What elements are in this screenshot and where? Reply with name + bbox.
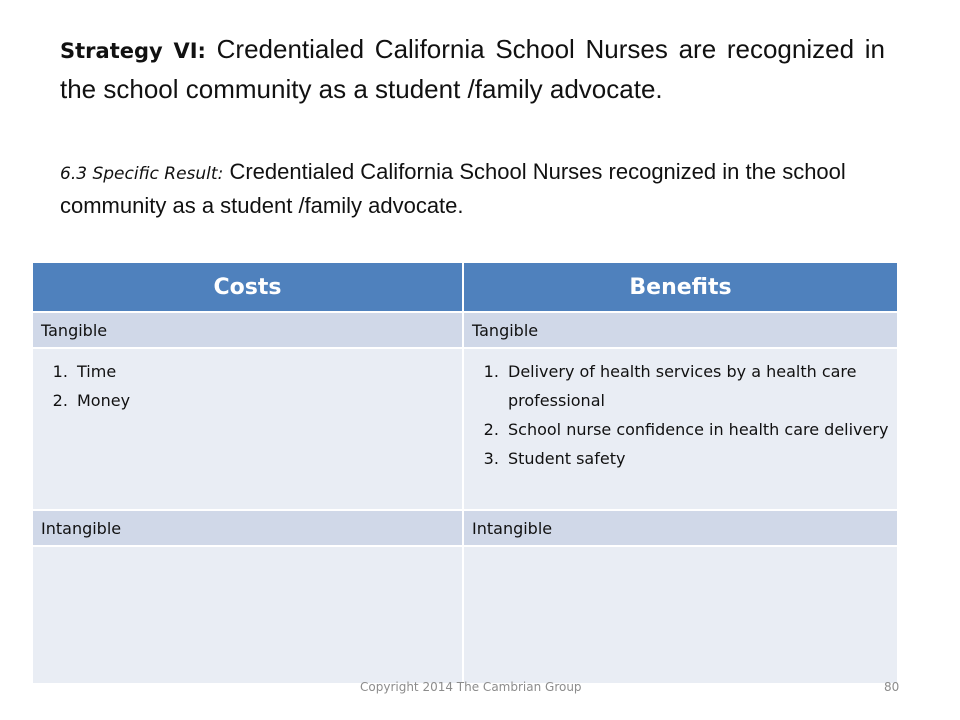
benefits-header: Benefits [463,263,897,312]
list-item: 1. Delivery of health services by a health care professional [504,357,889,415]
cost-benefit-table [33,263,897,683]
benefits-tangible-cell [463,348,897,510]
costs-header: Costs [33,263,463,312]
specific-result-text: Credentialed California School Nurses recognized in the school community as a student /family advocate. [60,159,846,218]
table-header-row [33,263,897,312]
copyright-footer: Copyright 2014 The Cambrian Group [360,680,582,694]
list-item: 2. School nurse confidence in health care delivery [504,415,889,444]
strategy-heading [60,30,885,108]
benefits-tangible-list [472,357,889,473]
tangible-label-row [33,312,897,348]
costs-intangible-label: Intangible [33,510,463,546]
strategy-label: Strategy VI: [60,39,206,63]
page-number: 80 [884,680,900,694]
costs-intangible-cell [33,546,463,683]
intangible-label-row [33,510,897,546]
list-item: 2. Money [73,386,454,415]
specific-result-label: 6.3 Specific Result: [60,164,224,184]
benefits-intangible-label: Intangible [463,510,897,546]
costs-tangible-cell [33,348,463,510]
tangible-items-row [33,348,897,510]
benefits-tangible-label: Tangible [463,312,897,348]
strategy-text: Credentialed California School Nurses are recognized in the school community as a student /family advocate. [60,34,885,104]
costs-tangible-label: Tangible [33,312,463,348]
list-item: 1. Time [73,357,454,386]
specific-result [60,156,885,221]
list-item: 3. Student safety [504,444,889,473]
costs-tangible-list [41,357,454,415]
intangible-items-row [33,546,897,683]
benefits-intangible-cell [463,546,897,683]
